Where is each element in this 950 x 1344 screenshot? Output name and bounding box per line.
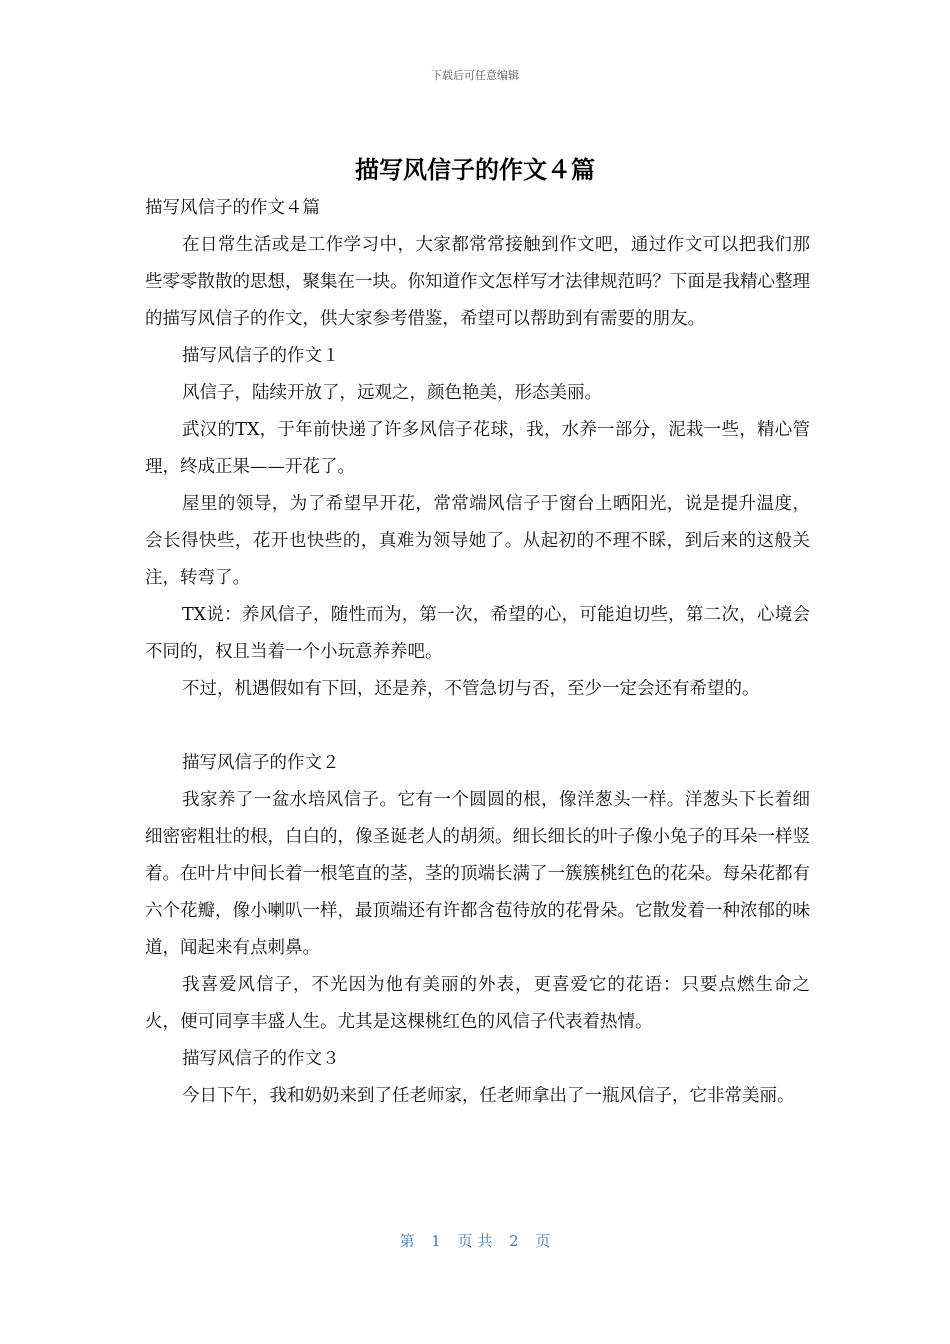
paragraph: 今日下午，我和奶奶来到了任老师家，任老师拿出了一瓶风信子，它非常美丽。	[182, 1086, 795, 1106]
page-footer	[0, 1230, 950, 1251]
footer-current-page: 1	[431, 1232, 441, 1250]
paragraph: 不过，机遇假如有下回，还是养，不管急切与否，至少一定会还有希望的。	[182, 679, 760, 699]
paragraph: 风信子，陆续开放了，远观之，颜色艳美，形态美丽。	[182, 383, 602, 403]
header-note: 下载后可任意编辑	[431, 69, 519, 82]
paragraph: 描写风信子的作文１	[182, 346, 340, 366]
paragraph: 我喜爱风信子，不光因为他有美丽的外表，更喜爱它的花语：只要点燃生命之火，便可同享丰盛人生。尤其是这棵桃红色的风信子代表着热情。	[145, 975, 810, 1032]
footer-total-pages: 2	[509, 1232, 519, 1250]
footer-label-pages: 页	[535, 1232, 551, 1250]
paragraph: 描写风信子的作文４篇	[145, 198, 320, 218]
document-body	[145, 190, 810, 1115]
paragraph: 我家养了一盆水培风信子。它有一个圆圆的根，像洋葱头一样。洋葱头下长着细细密密粗壮的根，白白的，像圣诞老人的胡须。细长细长的叶子像小兔子的耳朵一样竖着。在叶片中间长着一根笔直的茎，茎的顶端长满了一簇簇桃红色的花朵。每朵花都有六个花瓣，像小喇叭一样，最顶端还有许都含苞待放的花骨朵。它散发着一种浓郁的味道，闻起来有点刺鼻。	[145, 790, 810, 958]
paragraph: 武汉的TX，于年前快递了许多风信子花球，我，水养一部分，泥栽一些，精心管理，终成正果——开花了。	[145, 420, 810, 477]
paragraph: TX说：养风信子，随性而为，第一次，希望的心，可能迫切些，第二次，心境会不同的，权且当着一个小玩意养养吧。	[145, 605, 810, 662]
paragraph: 描写风信子的作文３	[182, 1049, 340, 1069]
paragraph: 屋里的领导，为了希望早开花，常常端风信子于窗台上晒阳光，说是提升温度，会长得快些，花开也快些的，真难为领导她了。从起初的不理不睬，到后来的这般关注，转弯了。	[145, 494, 810, 588]
footer-label-page: 第	[399, 1232, 415, 1250]
footer-label-of: 页 共	[457, 1232, 493, 1250]
paragraph: 描写风信子的作文２	[182, 753, 340, 773]
paragraph: 在日常生活或是工作学习中，大家都常常接触到作文吧，通过作文可以把我们那些零零散散的思想，聚集在一块。你知道作文怎样写才法律规范吗？下面是我精心整理的描写风信子的作文，供大家参考借鉴，希望可以帮助到有需要的朋友。	[145, 235, 810, 329]
document-title: 描写风信子的作文４篇	[355, 156, 595, 184]
